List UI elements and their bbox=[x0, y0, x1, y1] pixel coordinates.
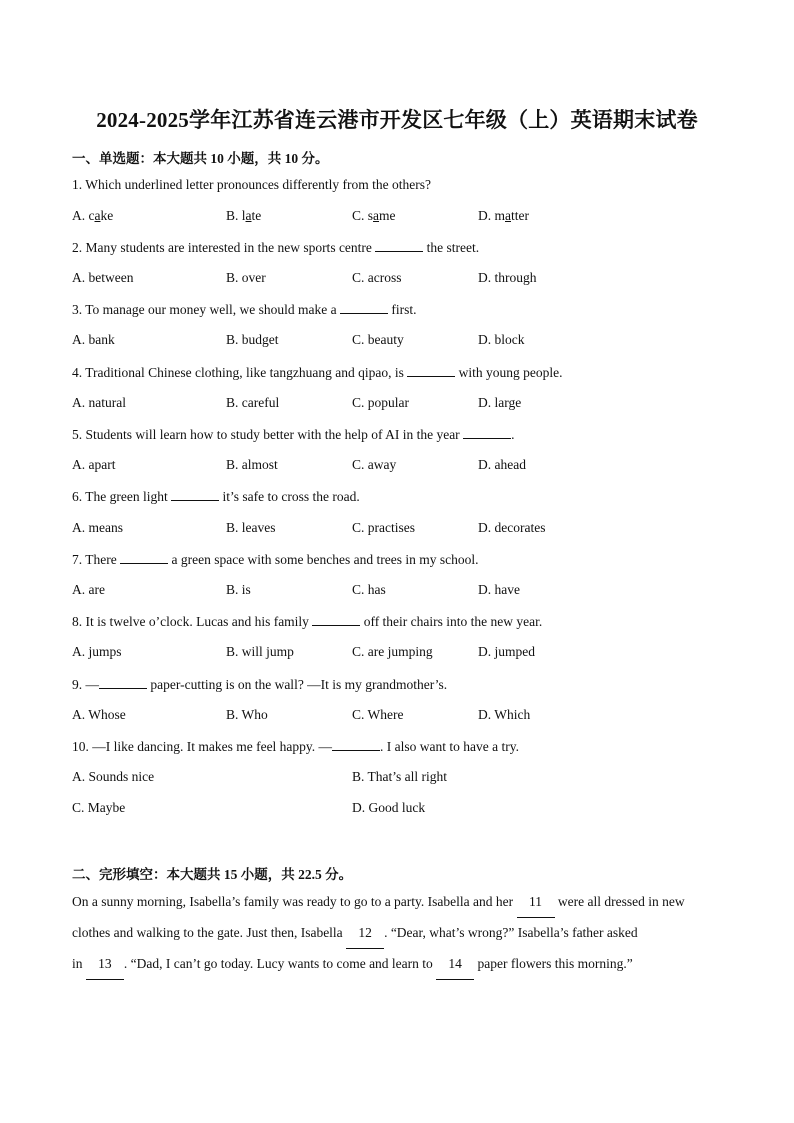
question-9-stem: 9. — paper-cutting is on the wall? —It is my grandmother’s. bbox=[72, 677, 448, 692]
question-2-option-c: C. across bbox=[352, 270, 402, 285]
question-7-option-d: D. have bbox=[478, 582, 520, 597]
question-6-option-c: C. practises bbox=[352, 520, 415, 535]
question-1-stem: 1. Which underlined letter pronounces differently from the others? bbox=[72, 177, 432, 192]
answer-blank bbox=[463, 426, 511, 439]
question-1-option-b: B. late bbox=[226, 208, 262, 223]
question-3-option-d: D. block bbox=[478, 332, 525, 347]
page-title: 2024-2025学年江苏省连云港市开发区七年级（上）英语期末试卷 bbox=[96, 108, 698, 132]
question-3-option-c: C. beauty bbox=[352, 332, 404, 347]
question-6-option-b: B. leaves bbox=[226, 520, 276, 535]
section-heading-cloze: 二、完形填空：本大题共 15 小题，共 22.5 分。 bbox=[72, 867, 353, 882]
question-8-option-d: D. jumped bbox=[478, 644, 535, 659]
question-2-stem: 2. Many students are interested in the new sports centre the street. bbox=[72, 240, 480, 255]
question-4-stem: 4. Traditional Chinese clothing, like tangzhuang and qipao, is with young people. bbox=[72, 365, 563, 380]
question-8-option-c: C. are jumping bbox=[352, 644, 433, 659]
answer-blank bbox=[375, 239, 423, 252]
question-2-option-b: B. over bbox=[226, 270, 266, 285]
question-7-option-b: B. is bbox=[226, 582, 251, 597]
question-5-option-d: D. ahead bbox=[478, 457, 526, 472]
question-5-stem: 5. Students will learn how to study better with the help of AI in the year . bbox=[72, 427, 515, 442]
question-9-option-a: A. Whose bbox=[72, 707, 126, 722]
question-2-option-a: A. between bbox=[72, 270, 134, 285]
question-10-option-d: D. Good luck bbox=[352, 800, 426, 815]
question-4-option-c: C. popular bbox=[352, 395, 409, 410]
question-6-option-d: D. decorates bbox=[478, 520, 546, 535]
question-4-option-a: A. natural bbox=[72, 395, 126, 410]
question-9-option-b: B. Who bbox=[226, 707, 268, 722]
question-5-option-a: A. apart bbox=[72, 457, 116, 472]
question-3-stem: 3. To manage our money well, we should make a first. bbox=[72, 302, 417, 317]
question-7-option-a: A. are bbox=[72, 582, 105, 597]
question-7-option-c: C. has bbox=[352, 582, 386, 597]
question-2-option-d: D. through bbox=[478, 270, 537, 285]
question-7-stem: 7. There a green space with some benches and trees in my school. bbox=[72, 552, 479, 567]
answer-blank bbox=[99, 676, 147, 689]
answer-blank bbox=[171, 488, 219, 501]
question-9-option-c: C. Where bbox=[352, 707, 404, 722]
cloze-blank-12: 12 bbox=[346, 917, 384, 949]
question-6-option-a: A. means bbox=[72, 520, 123, 535]
question-4-option-d: D. large bbox=[478, 395, 522, 410]
answer-blank bbox=[407, 364, 455, 377]
question-1-option-a: A. cake bbox=[72, 208, 114, 223]
question-1-option-c: C. same bbox=[352, 208, 396, 223]
question-10-option-b: B. That’s all right bbox=[352, 769, 447, 784]
question-4-option-b: B. careful bbox=[226, 395, 280, 410]
question-3-option-b: B. budget bbox=[226, 332, 279, 347]
question-6-stem: 6. The green light it’s safe to cross the road. bbox=[72, 489, 360, 504]
question-5-option-c: C. away bbox=[352, 457, 397, 472]
cloze-blank-14: 14 bbox=[436, 948, 474, 980]
question-10-option-c: C. Maybe bbox=[72, 800, 126, 815]
question-5-option-b: B. almost bbox=[226, 457, 278, 472]
answer-blank bbox=[332, 738, 380, 751]
question-10-stem: 10. —I like dancing. It makes me feel happy. — . I also want to have a try. bbox=[72, 739, 520, 754]
question-9-option-d: D. Which bbox=[478, 707, 531, 722]
cloze-line-1: On a sunny morning, Isabella’s family was ready to go to a party. Isabella and her 11 were all dressed in new bbox=[72, 886, 724, 918]
cloze-line-3: in 13 . “Dad, I can’t go today. Lucy wants to come and learn to 14 paper flowers this morning.” bbox=[72, 948, 724, 980]
question-10-option-a: A. Sounds nice bbox=[72, 769, 155, 784]
section-heading-single-choice: 一、单选题：本大题共 10 小题，共 10 分。 bbox=[72, 151, 329, 166]
cloze-blank-13: 13 bbox=[86, 948, 124, 980]
answer-blank bbox=[120, 551, 168, 564]
question-8-option-a: A. jumps bbox=[72, 644, 122, 659]
question-1-option-d: D. matter bbox=[478, 208, 529, 223]
question-8-option-b: B. will jump bbox=[226, 644, 294, 659]
question-3-option-a: A. bank bbox=[72, 332, 115, 347]
cloze-line-2: clothes and walking to the gate. Just then, Isabella 12 . “Dear, what’s wrong?” Isabella’s father asked bbox=[72, 917, 724, 949]
question-8-stem: 8. It is twelve o’clock. Lucas and his family off their chairs into the new year. bbox=[72, 614, 543, 629]
answer-blank bbox=[312, 613, 360, 626]
cloze-blank-11: 11 bbox=[517, 886, 555, 918]
answer-blank bbox=[340, 301, 388, 314]
